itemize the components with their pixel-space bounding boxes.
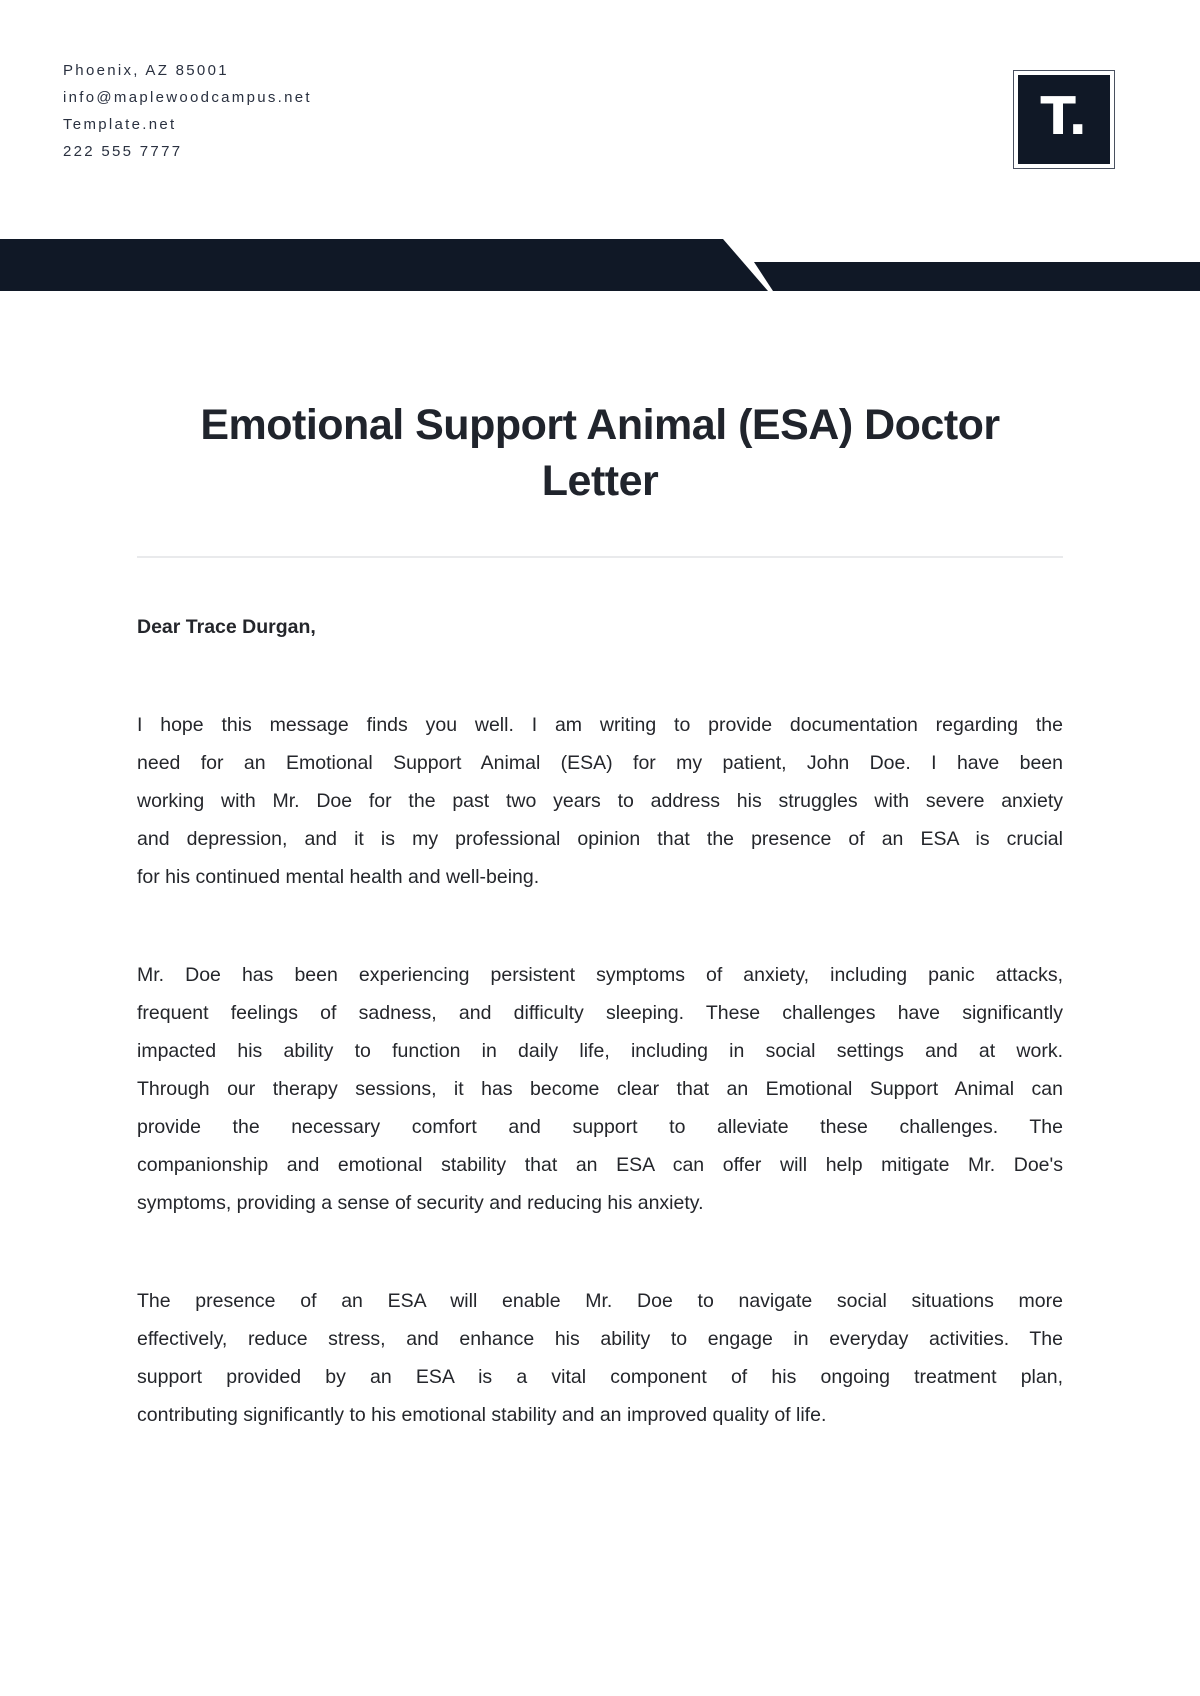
letter-line: for his continued mental health and well-being. (137, 866, 540, 888)
page-title-line1: Emotional Support Animal (ESA) Doctor (200, 401, 1000, 449)
contact-address: Phoenix, AZ 85001 (63, 62, 229, 79)
letter-body (137, 608, 1063, 1434)
divider-line (137, 556, 1063, 558)
letter-line: working with Mr. Doe for the past two years to address his struggles with severe anxiety (137, 790, 1063, 812)
header-band-right (754, 262, 1200, 291)
header-band-left (0, 239, 768, 291)
letter-line: need for an Emotional Support Animal (ESA) for my patient, John Doe. I have been (137, 752, 1063, 774)
letter-line: Mr. Doe has been experiencing persistent symptoms of anxiety, including panic attacks, (137, 964, 1063, 986)
letter-line: contributing significantly to his emotional stability and an improved quality of life. (137, 1404, 827, 1426)
letter-line: support provided by an ESA is a vital component of his ongoing treatment plan, (137, 1366, 1063, 1388)
letter-line: Through our therapy sessions, it has become clear that an Emotional Support Animal can (137, 1078, 1063, 1100)
letter-line: companionship and emotional stability that an ESA can offer will help mitigate Mr. Doe's (137, 1154, 1063, 1176)
salutation: Dear Trace Durgan, (137, 616, 316, 638)
letter-paragraph (137, 706, 1063, 896)
letter-paragraph (137, 956, 1063, 1222)
letter-paragraphs (137, 706, 1063, 1434)
letter-line: frequent feelings of sadness, and difficulty sleeping. These challenges have significantly (137, 1002, 1063, 1024)
brand-logo-text: T. (1040, 86, 1088, 147)
contact-phone: 222 555 7777 (63, 143, 183, 160)
letter-line: provide the necessary comfort and support to alleviate these challenges. The (137, 1116, 1063, 1138)
page-title (0, 397, 1200, 509)
contact-website: Template.net (63, 116, 177, 133)
letter-line: I hope this message finds you well. I am writing to provide documentation regarding the (137, 714, 1063, 736)
contact-email: info@maplewoodcampus.net (63, 89, 312, 106)
letter-line: symptoms, providing a sense of security and reducing his anxiety. (137, 1192, 704, 1214)
letter-paragraph (137, 1282, 1063, 1434)
letter-line: and depression, and it is my professional opinion that the presence of an ESA is crucial (137, 828, 1063, 850)
letter-line: The presence of an ESA will enable Mr. Doe to navigate social situations more (137, 1290, 1063, 1312)
letter-line: impacted his ability to function in daily life, including in social settings and at work. (137, 1040, 1063, 1062)
brand-logo (1014, 71, 1114, 168)
contact-block (63, 57, 312, 165)
page-title-line2: Letter (541, 457, 659, 505)
letter-line: effectively, reduce stress, and enhance his ability to engage in everyday activities. The (137, 1328, 1063, 1350)
